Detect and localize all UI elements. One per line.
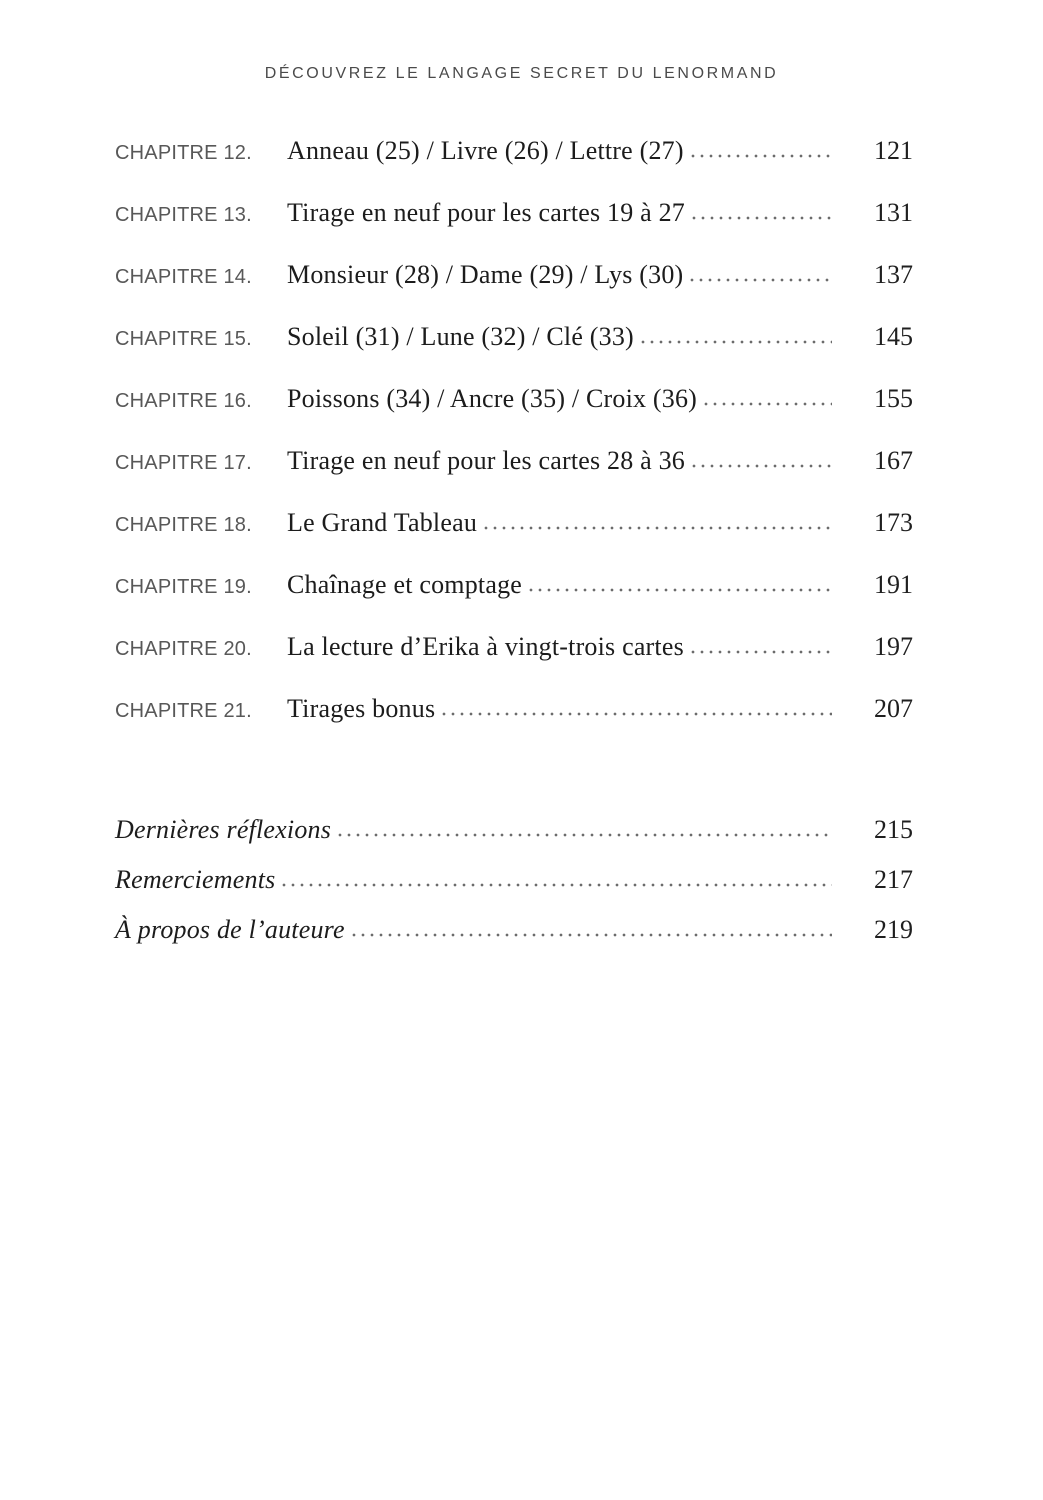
page-number: 197 — [874, 632, 913, 661]
chapter-label: CHAPITRE 21. — [115, 700, 252, 722]
chapter-label: CHAPITRE 19. — [115, 576, 252, 598]
toc-row — [115, 134, 913, 170]
back-matter-title: Remerciements — [115, 865, 276, 894]
chapter-title: Soleil (31) / Lune (32) / Clé (33) — [287, 322, 634, 351]
toc-row — [115, 258, 913, 294]
toc-row — [115, 630, 913, 666]
table-of-contents — [115, 134, 913, 947]
page-number: 155 — [874, 384, 913, 413]
page-number: 215 — [874, 815, 913, 844]
chapter-list — [115, 134, 913, 728]
dot-leader — [691, 649, 832, 655]
chapter-label: CHAPITRE 20. — [115, 638, 252, 660]
toc-row — [115, 568, 913, 604]
page-number: 121 — [874, 136, 913, 165]
back-matter-row — [115, 863, 913, 897]
dot-leader — [691, 153, 832, 159]
chapter-title: Chaînage et comptage — [287, 570, 523, 599]
page-number: 145 — [874, 322, 913, 351]
chapter-title: Poissons (34) / Ancre (35) / Croix (36) — [287, 384, 698, 413]
page-number: 173 — [874, 508, 913, 537]
chapter-label: CHAPITRE 12. — [115, 142, 252, 164]
dot-leader — [692, 463, 832, 469]
dot-leader — [692, 215, 832, 221]
dot-leader — [352, 932, 832, 938]
page-number: 137 — [874, 260, 913, 289]
back-matter-list — [115, 813, 913, 947]
running-header: DÉCOUVREZ LE LANGAGE SECRET DU LENORMAND — [264, 65, 779, 82]
toc-row — [115, 692, 913, 728]
page-number: 207 — [874, 694, 913, 723]
toc-row — [115, 320, 913, 356]
chapter-label: CHAPITRE 18. — [115, 514, 252, 536]
chapter-title: Tirage en neuf pour les cartes 28 à 36 — [287, 446, 685, 475]
dot-leader — [484, 525, 832, 531]
chapter-label: CHAPITRE 15. — [115, 328, 252, 350]
chapter-label: CHAPITRE 17. — [115, 452, 252, 474]
back-matter-row — [115, 813, 913, 847]
chapter-title: Tirage en neuf pour les cartes 19 à 27 — [287, 198, 685, 227]
dot-leader — [338, 832, 832, 838]
dot-leader — [282, 882, 832, 888]
page-number: 191 — [874, 570, 913, 599]
toc-row — [115, 444, 913, 480]
dot-leader — [690, 277, 832, 283]
chapter-title: Anneau (25) / Livre (26) / Lettre (27) — [287, 136, 684, 165]
page-number: 219 — [874, 915, 913, 944]
dot-leader — [704, 401, 832, 407]
chapter-title: Le Grand Tableau — [287, 508, 478, 537]
page-number: 217 — [874, 865, 913, 894]
page-number: 167 — [874, 446, 913, 475]
dot-leader — [442, 711, 832, 717]
back-matter-row — [115, 913, 913, 947]
chapter-label: CHAPITRE 13. — [115, 204, 252, 226]
dot-leader — [641, 339, 832, 345]
toc-row — [115, 382, 913, 418]
chapter-title: La lecture d’Erika à vingt-trois cartes — [287, 632, 684, 661]
chapter-label: CHAPITRE 14. — [115, 266, 252, 288]
chapter-title: Monsieur (28) / Dame (29) / Lys (30) — [287, 260, 684, 289]
back-matter-title: À propos de l’auteure — [115, 915, 345, 944]
chapter-title: Tirages bonus — [287, 694, 436, 723]
page-number: 131 — [874, 198, 913, 227]
toc-row — [115, 196, 913, 232]
back-matter-title: Dernières réflexions — [115, 815, 332, 844]
dot-leader — [529, 587, 832, 593]
chapter-label: CHAPITRE 16. — [115, 390, 252, 412]
toc-row — [115, 506, 913, 542]
